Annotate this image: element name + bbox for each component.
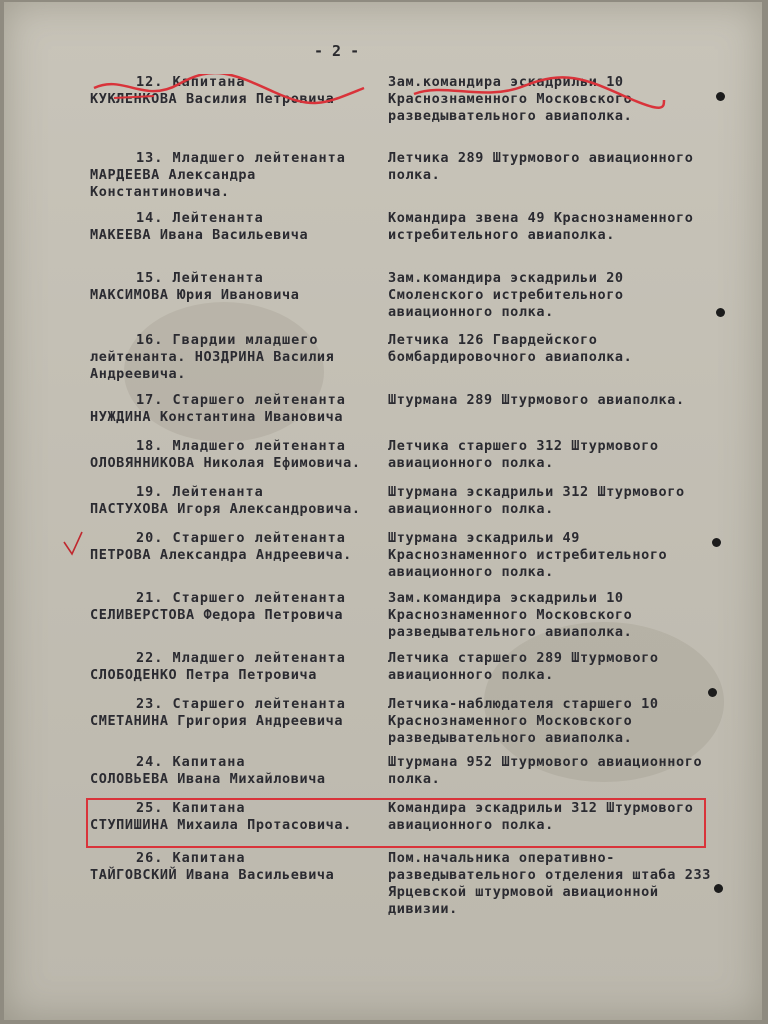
entry-name: лейтенанта. НОЗДРИНА Василия Андреевича. <box>90 349 335 382</box>
entry-post: Летчика 289 Штурмового авиационного полка. <box>388 150 694 183</box>
entry-post: Командира звена 49 Краснознаменного истребительного авиаполка. <box>388 210 694 243</box>
entry-name: СЛОБОДЕНКО Петра Петровича <box>90 667 317 683</box>
entry-post: Зам.командира эскадрильи 20 Смоленского истребительного авиационного полка. <box>388 270 624 320</box>
entry-rank: 16. Гвардии младшего <box>136 332 319 348</box>
entry-rank: 18. Младшего лейтенанта <box>136 438 346 454</box>
entry-rank: 15. Лейтенанта <box>136 270 264 286</box>
entry-name: ТАЙГОВСКИЙ Ивана Васильевича <box>90 867 335 883</box>
entry-name: СМЕТАНИНА Григория Андреевича <box>90 713 344 729</box>
entry-post: Летчика 126 Гвардейского бомбардировочного авиаполка. <box>388 332 633 365</box>
entry-name: СЕЛИВЕРСТОВА Федора Петровича <box>90 607 344 623</box>
red-check-mark <box>62 530 86 558</box>
entry-name: ПЕТРОВА Александра Андреевича. <box>90 547 352 563</box>
entry-post: Летчика старшего 312 Штурмового авиационного полка. <box>388 438 659 471</box>
entry-post: Штурмана 289 Штурмового авиаполка. <box>388 392 685 408</box>
document-page <box>4 2 762 1020</box>
page-number: - 2 - <box>314 42 360 60</box>
entry-post: Командира эскадрильи 312 Штурмового авиационного полка. <box>388 800 694 833</box>
entry-name: МАКСИМОВА Юрия Ивановича <box>90 287 300 303</box>
entry-post: Штурмана 952 Штурмового авиационного полка. <box>388 754 703 787</box>
entry-rank: 25. Капитана <box>136 800 246 816</box>
entry-post: Пом.начальника оперативно-разведывательного отделения штаба 233 Ярцевской штурмовой авиационной дивизии. <box>388 850 711 917</box>
punch-hole <box>714 884 723 893</box>
entry-rank: 22. Младшего лейтенанта <box>136 650 346 666</box>
entry-rank: 26. Капитана <box>136 850 246 866</box>
entry-post: Штурмана эскадрильи 49 Краснознаменного истребительного авиационного полка. <box>388 530 668 580</box>
entry-post: Штурмана эскадрильи 312 Штурмового авиационного полка. <box>388 484 685 517</box>
entry-rank: 14. Лейтенанта <box>136 210 264 226</box>
entry-post: Летчика-наблюдателя старшего 10 Краснознаменного Московского разведывательного авиаполка. <box>388 696 659 746</box>
highlight-box-entry-25 <box>86 798 706 848</box>
entry-name: СОЛОВЬЕВА Ивана Михайловича <box>90 771 326 787</box>
entry-name: НУЖДИНА Константина Ивановича <box>90 409 344 425</box>
entry-name: МАРДЕЕВА Александра Константиновича. <box>90 167 256 200</box>
entry-post: Летчика старшего 289 Штурмового авиационного полка. <box>388 650 659 683</box>
entry-name: КУКЛЕНКОВА Василия Петровича <box>90 91 335 107</box>
entry-rank: 19. Лейтенанта <box>136 484 264 500</box>
punch-hole <box>716 92 725 101</box>
entry-rank: 12. Капитана <box>136 74 246 90</box>
entry-rank: 21. Старшего лейтенанта <box>136 590 346 606</box>
punch-hole <box>708 688 717 697</box>
entry-rank: 24. Капитана <box>136 754 246 770</box>
entry-post: Зам.командира эскадрильи 10 Краснознаменного Московского разведывательного авиаполка. <box>388 590 633 640</box>
entry-name: ОЛОВЯННИКОВА Николая Ефимовича. <box>90 455 361 471</box>
entry-post: Зам.командира эскадрильи 10 Краснознаменного Московского разведывательного авиаполка. <box>388 74 633 124</box>
punch-hole <box>716 308 725 317</box>
entry-name: СТУПИШИНА Михаила Протасовича. <box>90 817 352 833</box>
entry-rank: 20. Старшего лейтенанта <box>136 530 346 546</box>
entry-rank: 17. Старшего лейтенанта <box>136 392 346 408</box>
entry-name: ПАСТУХОВА Игоря Александровича. <box>90 501 361 517</box>
red-strikethrough-mark <box>84 74 684 124</box>
entry-rank: 13. Младшего лейтенанта <box>136 150 346 166</box>
punch-hole <box>712 538 721 547</box>
entry-rank: 23. Старшего лейтенанта <box>136 696 346 712</box>
entry-name: МАКЕЕВА Ивана Васильевича <box>90 227 309 243</box>
